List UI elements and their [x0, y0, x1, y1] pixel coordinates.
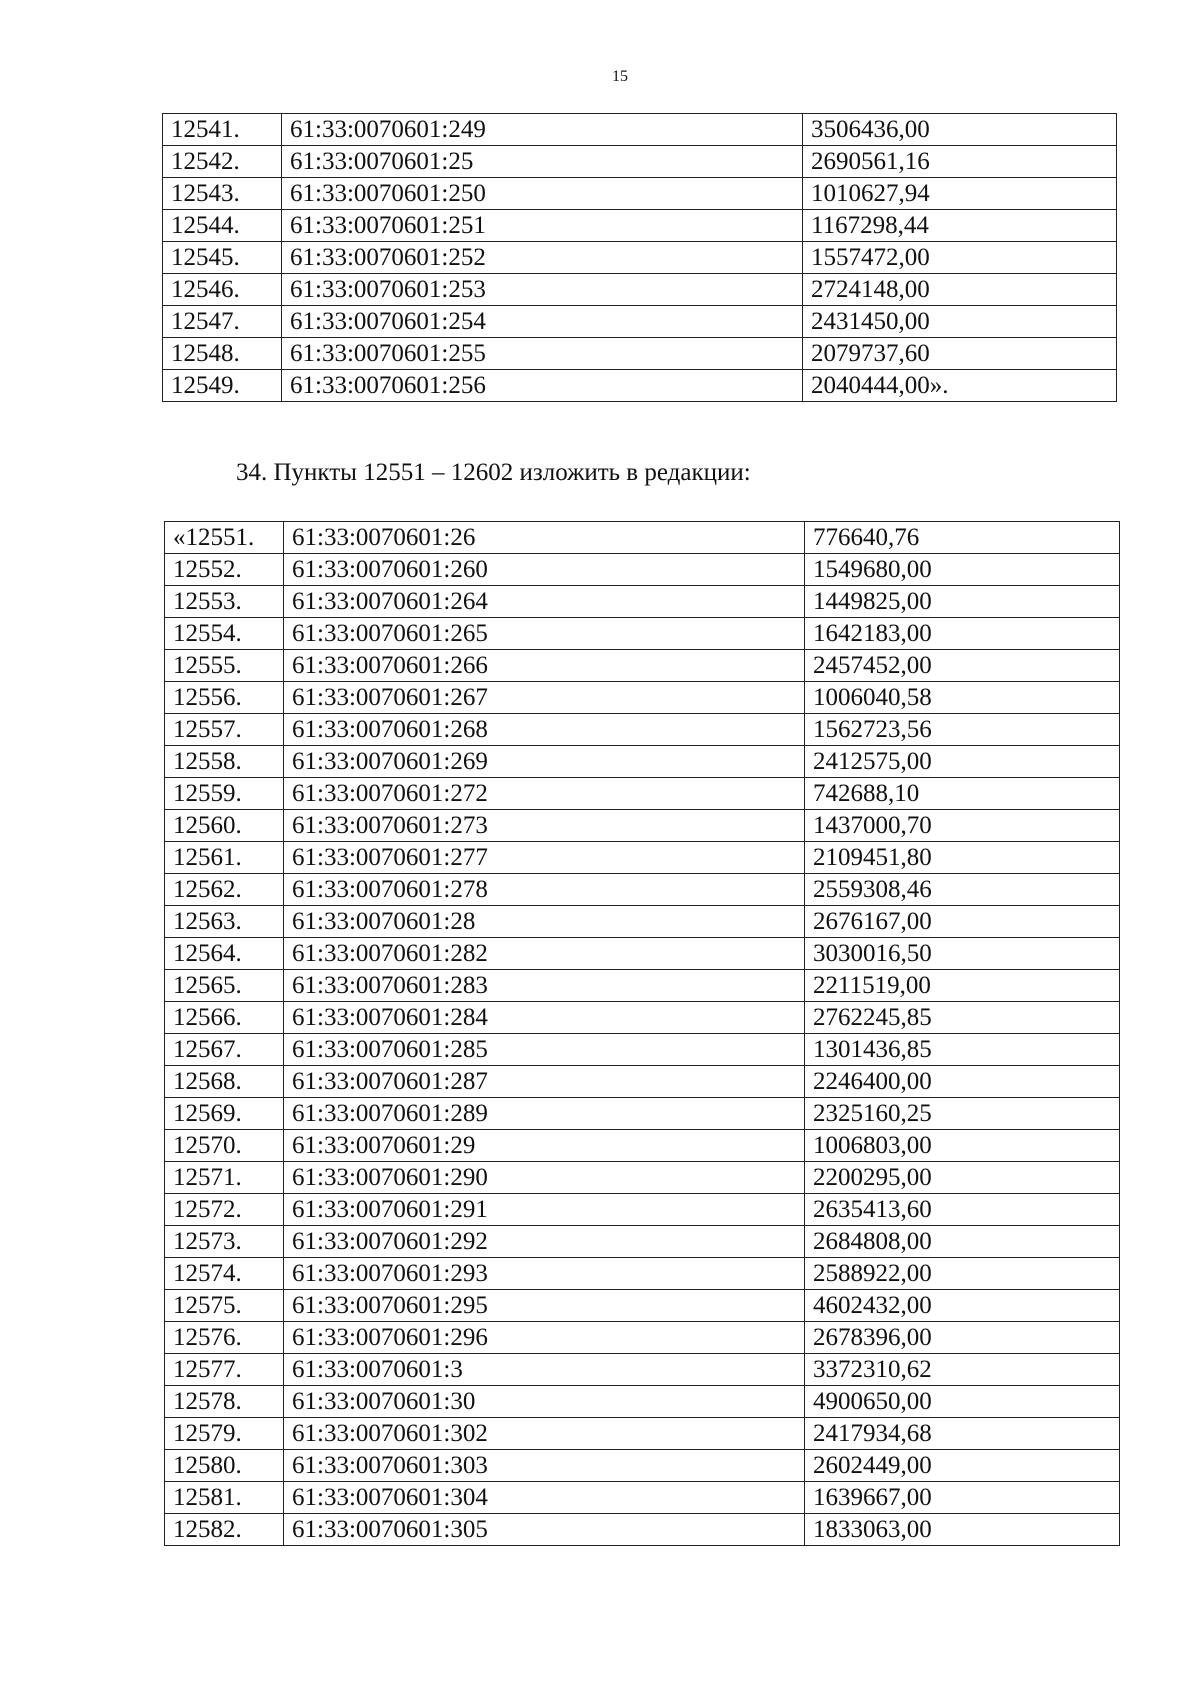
row-number-cell: 12558. [165, 746, 284, 778]
value-cell: 1639667,00 [805, 1482, 1120, 1514]
cadastral-number-cell: 61:33:0070601:264 [284, 586, 805, 618]
row-number-cell: «12551. [165, 522, 284, 554]
cadastral-number-cell: 61:33:0070601:260 [284, 554, 805, 586]
table-row [165, 554, 1120, 586]
table-row [165, 1098, 1120, 1130]
value-cell: 2690561,16 [803, 146, 1117, 178]
value-cell: 1642183,00 [805, 618, 1120, 650]
table-row [165, 1258, 1120, 1290]
cadastral-table-1 [162, 113, 1117, 402]
cadastral-number-cell: 61:33:0070601:273 [284, 810, 805, 842]
cadastral-number-cell: 61:33:0070601:289 [284, 1098, 805, 1130]
row-number-cell: 12574. [165, 1258, 284, 1290]
cadastral-table-2 [164, 521, 1120, 1546]
value-cell: 2457452,00 [805, 650, 1120, 682]
table-row [165, 1130, 1120, 1162]
table-row [165, 1322, 1120, 1354]
value-cell: 2431450,00 [803, 306, 1117, 338]
value-cell: 3030016,50 [805, 938, 1120, 970]
table-row [163, 210, 1117, 242]
value-cell: 2200295,00 [805, 1162, 1120, 1194]
value-cell: 2588922,00 [805, 1258, 1120, 1290]
row-number-cell: 12545. [163, 242, 282, 274]
table-row [165, 1482, 1120, 1514]
cadastral-number-cell: 61:33:0070601:282 [284, 938, 805, 970]
table-row [163, 242, 1117, 274]
row-number-cell: 12573. [165, 1226, 284, 1258]
cadastral-number-cell: 61:33:0070601:293 [284, 1258, 805, 1290]
cadastral-number-cell: 61:33:0070601:290 [284, 1162, 805, 1194]
row-number-cell: 12576. [165, 1322, 284, 1354]
cadastral-number-cell: 61:33:0070601:302 [284, 1418, 805, 1450]
row-number-cell: 12554. [165, 618, 284, 650]
row-number-cell: 12568. [165, 1066, 284, 1098]
row-number-cell: 12566. [165, 1002, 284, 1034]
table-row [163, 370, 1117, 402]
table-row [165, 618, 1120, 650]
row-number-cell: 12546. [163, 274, 282, 306]
cadastral-number-cell: 61:33:0070601:29 [284, 1130, 805, 1162]
cadastral-number-cell: 61:33:0070601:253 [282, 274, 803, 306]
table-row [165, 1162, 1120, 1194]
value-cell: 1167298,44 [803, 210, 1117, 242]
row-number-cell: 12547. [163, 306, 282, 338]
value-cell: 2325160,25 [805, 1098, 1120, 1130]
cadastral-number-cell: 61:33:0070601:291 [284, 1194, 805, 1226]
cadastral-number-cell: 61:33:0070601:251 [282, 210, 803, 242]
cadastral-number-cell: 61:33:0070601:305 [284, 1514, 805, 1546]
row-number-cell: 12562. [165, 874, 284, 906]
row-number-cell: 12564. [165, 938, 284, 970]
row-number-cell: 12557. [165, 714, 284, 746]
cadastral-number-cell: 61:33:0070601:292 [284, 1226, 805, 1258]
table-row [165, 1034, 1120, 1066]
value-cell: 1006040,58 [805, 682, 1120, 714]
row-number-cell: 12555. [165, 650, 284, 682]
row-number-cell: 12549. [163, 370, 282, 402]
table-row [163, 146, 1117, 178]
table-row [165, 1290, 1120, 1322]
table-row [165, 1386, 1120, 1418]
value-cell: 1833063,00 [805, 1514, 1120, 1546]
value-cell: 2724148,00 [803, 274, 1117, 306]
table-row [165, 1418, 1120, 1450]
table-row [165, 1514, 1120, 1546]
page-number: 15 [612, 68, 628, 85]
value-cell: 2412575,00 [805, 746, 1120, 778]
table-row [163, 178, 1117, 210]
cadastral-number-cell: 61:33:0070601:265 [284, 618, 805, 650]
cadastral-number-cell: 61:33:0070601:278 [284, 874, 805, 906]
value-cell: 776640,76 [805, 522, 1120, 554]
row-number-cell: 12567. [165, 1034, 284, 1066]
table-row [163, 306, 1117, 338]
table-row [165, 682, 1120, 714]
table-row [165, 1450, 1120, 1482]
value-cell: 742688,10 [805, 778, 1120, 810]
value-cell: 1437000,70 [805, 810, 1120, 842]
cadastral-number-cell: 61:33:0070601:268 [284, 714, 805, 746]
value-cell: 2040444,00». [803, 370, 1117, 402]
table-row [165, 810, 1120, 842]
row-number-cell: 12565. [165, 970, 284, 1002]
cadastral-number-cell: 61:33:0070601:296 [284, 1322, 805, 1354]
value-cell: 2559308,46 [805, 874, 1120, 906]
cadastral-number-cell: 61:33:0070601:266 [284, 650, 805, 682]
cadastral-number-cell: 61:33:0070601:287 [284, 1066, 805, 1098]
row-number-cell: 12548. [163, 338, 282, 370]
row-number-cell: 12580. [165, 1450, 284, 1482]
row-number-cell: 12542. [163, 146, 282, 178]
value-cell: 1549680,00 [805, 554, 1120, 586]
value-cell: 1562723,56 [805, 714, 1120, 746]
table-row [165, 778, 1120, 810]
table-row [165, 1002, 1120, 1034]
value-cell: 4602432,00 [805, 1290, 1120, 1322]
row-number-cell: 12581. [165, 1482, 284, 1514]
table-row [165, 970, 1120, 1002]
table-row [165, 874, 1120, 906]
value-cell: 2762245,85 [805, 1002, 1120, 1034]
table-row [165, 1354, 1120, 1386]
row-number-cell: 12552. [165, 554, 284, 586]
row-number-cell: 12560. [165, 810, 284, 842]
value-cell: 1010627,94 [803, 178, 1117, 210]
row-number-cell: 12556. [165, 682, 284, 714]
table-row [165, 1194, 1120, 1226]
table-row [165, 714, 1120, 746]
cadastral-number-cell: 61:33:0070601:26 [284, 522, 805, 554]
table-row [165, 1066, 1120, 1098]
row-number-cell: 12571. [165, 1162, 284, 1194]
cadastral-number-cell: 61:33:0070601:295 [284, 1290, 805, 1322]
table-row [165, 522, 1120, 554]
value-cell: 1006803,00 [805, 1130, 1120, 1162]
row-number-cell: 12582. [165, 1514, 284, 1546]
row-number-cell: 12579. [165, 1418, 284, 1450]
value-cell: 2602449,00 [805, 1450, 1120, 1482]
cadastral-number-cell: 61:33:0070601:254 [282, 306, 803, 338]
table-row [165, 906, 1120, 938]
row-number-cell: 12578. [165, 1386, 284, 1418]
value-cell: 2678396,00 [805, 1322, 1120, 1354]
value-cell: 2211519,00 [805, 970, 1120, 1002]
row-number-cell: 12541. [163, 114, 282, 146]
table-row [165, 746, 1120, 778]
cadastral-number-cell: 61:33:0070601:255 [282, 338, 803, 370]
value-cell: 2109451,80 [805, 842, 1120, 874]
paragraph-instruction: 34. Пункты 12551 – 12602 изложить в редакции: [236, 459, 751, 486]
row-number-cell: 12553. [165, 586, 284, 618]
cadastral-number-cell: 61:33:0070601:277 [284, 842, 805, 874]
value-cell: 3372310,62 [805, 1354, 1120, 1386]
row-number-cell: 12575. [165, 1290, 284, 1322]
value-cell: 3506436,00 [803, 114, 1117, 146]
value-cell: 2079737,60 [803, 338, 1117, 370]
cadastral-number-cell: 61:33:0070601:303 [284, 1450, 805, 1482]
value-cell: 2635413,60 [805, 1194, 1120, 1226]
table-row [163, 338, 1117, 370]
cadastral-number-cell: 61:33:0070601:250 [282, 178, 803, 210]
cadastral-number-cell: 61:33:0070601:30 [284, 1386, 805, 1418]
cadastral-number-cell: 61:33:0070601:28 [284, 906, 805, 938]
cadastral-number-cell: 61:33:0070601:252 [282, 242, 803, 274]
cadastral-number-cell: 61:33:0070601:283 [284, 970, 805, 1002]
value-cell: 1557472,00 [803, 242, 1117, 274]
row-number-cell: 12572. [165, 1194, 284, 1226]
cadastral-number-cell: 61:33:0070601:256 [282, 370, 803, 402]
row-number-cell: 12544. [163, 210, 282, 242]
row-number-cell: 12559. [165, 778, 284, 810]
cadastral-number-cell: 61:33:0070601:249 [282, 114, 803, 146]
table-row [165, 586, 1120, 618]
row-number-cell: 12561. [165, 842, 284, 874]
table-row [165, 650, 1120, 682]
value-cell: 2676167,00 [805, 906, 1120, 938]
table-row [163, 114, 1117, 146]
row-number-cell: 12563. [165, 906, 284, 938]
table-row [165, 938, 1120, 970]
value-cell: 1449825,00 [805, 586, 1120, 618]
cadastral-number-cell: 61:33:0070601:285 [284, 1034, 805, 1066]
value-cell: 1301436,85 [805, 1034, 1120, 1066]
cadastral-number-cell: 61:33:0070601:3 [284, 1354, 805, 1386]
value-cell: 4900650,00 [805, 1386, 1120, 1418]
table-row [165, 842, 1120, 874]
row-number-cell: 12569. [165, 1098, 284, 1130]
table-row [165, 1226, 1120, 1258]
cadastral-number-cell: 61:33:0070601:269 [284, 746, 805, 778]
row-number-cell: 12577. [165, 1354, 284, 1386]
cadastral-number-cell: 61:33:0070601:25 [282, 146, 803, 178]
value-cell: 2684808,00 [805, 1226, 1120, 1258]
cadastral-number-cell: 61:33:0070601:267 [284, 682, 805, 714]
cadastral-number-cell: 61:33:0070601:304 [284, 1482, 805, 1514]
cadastral-number-cell: 61:33:0070601:272 [284, 778, 805, 810]
value-cell: 2246400,00 [805, 1066, 1120, 1098]
value-cell: 2417934,68 [805, 1418, 1120, 1450]
table-row [163, 274, 1117, 306]
cadastral-number-cell: 61:33:0070601:284 [284, 1002, 805, 1034]
row-number-cell: 12543. [163, 178, 282, 210]
row-number-cell: 12570. [165, 1130, 284, 1162]
